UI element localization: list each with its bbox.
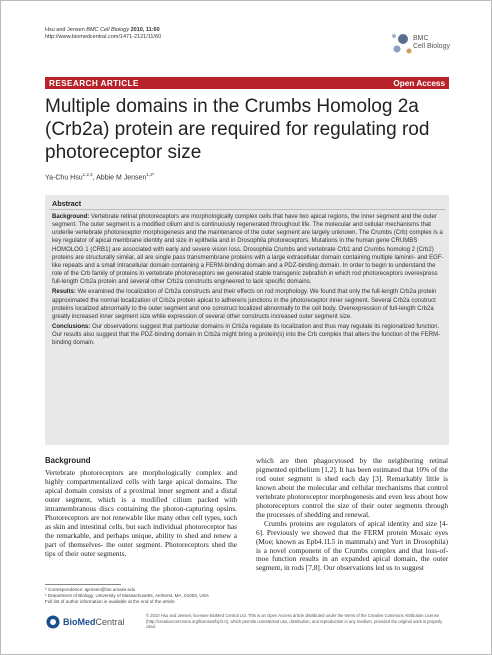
article-type-banner — [45, 77, 449, 89]
body-column-right — [256, 457, 448, 573]
abstract-background-text: Vertebrate retinal photoreceptors are morphologically complex cells that have two apical regions, the inner segment and the outer segment. The outer segment is a modified cilium and is continuously regenerated throughout life. The molecular and cellular mechanisms that underlie vertebrate photoreceptor morphogenesis and the maintenance of the outer segment are largely unknown. The Crumbs (Crb) complex is a key regulator of apical membrane identity and size in epithelia and in Drosophila photoreceptors. Mutations in the human gene CRUMBS HOMOLOG 1 (CRB1) are associated with early and severe vision loss. Drosophila Crumbs and vertebrate Crb1 and Crumbs homolog 2 (Crb2) proteins are structurally similar, all are single pass transmembrane proteins with a large extracellular domain containing multiple laminin- and EGF-like repeats and a small intracellular domain containing a FERM-binding domain and a PDZ-binding domain. In order to begin to understand the role of the Crb family of proteins in vertebrate photoreceptors we generated stable transgenic zebrafish in which rod photoreceptors overexpress full-length Crb2a protein and several other Crb2a constructs engineered to lack specific domains. — [52, 214, 444, 286]
abstract-background — [52, 213, 444, 286]
abstract-heading: Abstract — [52, 199, 82, 208]
author-list — [45, 172, 154, 181]
citation-authors: Hsu and Jensen — [45, 27, 87, 33]
body-column-left — [45, 457, 237, 558]
abstract-body — [52, 213, 444, 350]
author-name: Abbie M Jensen — [96, 174, 147, 182]
author-name: Ya-Chu Hsu — [45, 174, 83, 182]
license-text: © 2010 Hsu and Jensen; licensee BioMed Central Ltd. This is an Open Access article distributed under the terms of the Creative Commons Attribution License (http://creativecommons.org/licenses/by/2.0), which permits unrestricted use, distribution, and reproduction in any medium, provided the original work is properly cited. — [146, 613, 443, 630]
author-affiliation: 1,2* — [146, 172, 155, 177]
abstract-background-label: Background: — [52, 214, 90, 220]
abstract-results-text: We examined the localization of Crb2a constructs and their effects on rod morphology. We found that only the full-length Crb2a protein approximated the normal localization of Crb2a protein apical to adherens junctions in the photoreceptor inner segment. Several Crb2a construct proteins localized abnormally to the outer segment and one construct localized abnormally to the cell body. Overexpression of full-length Crb2a greatly increased inner segment size while expression of several other constructs increased outer segment size. — [52, 289, 437, 320]
open-access-label: Open Access — [393, 78, 445, 88]
body-paragraph: Vertebrate photoreceptors are morphologically complex and highly compartmentalized cells with large apical domains. The apical domain consists of a proximal inner segment and a distal outer segment, which is a modified cilium packed with intramembranous discs containing the photon-capturing opsins. Photoreceptors are not renewable like many other cell types, such as skin and intestinal cells, but each individual photoreceptor has the remarkable, and perhaps unique, ability to shed and renew a part of themselves- the outer segment. Photoreceptors shed the tips of their outer segments, — [45, 467, 237, 558]
affiliation-note: ¹ Department of Biology, University of Massachusetts, Amherst, MA, 01003, USA — [45, 593, 209, 598]
article-title: Multiple domains in the Crumbs Homolog 2a (Crb2a) protein are required for regulating rod photoreceptor size — [45, 96, 430, 163]
journal-logo-text — [413, 35, 450, 51]
abstract-conclusions-label: Conclusions: — [52, 324, 91, 331]
citation-header — [45, 27, 161, 41]
publisher-name — [63, 617, 125, 627]
body-paragraph: Crumbs proteins are regulators of apical identity and size [4-6]. Previously we showed that the FERM protein Mosaic eyes (Moe; known as Epb4.1L5 in mammals) and Yurt in Drosophila) is a novel component of the Crumbs complex and that loss-of-moe function results in an expanded apical domain, the outer segment, in rods [7,8]. Our observations led us to suggest — [256, 518, 448, 573]
abstract-divider — [49, 209, 445, 210]
section-heading-background: Background — [45, 456, 91, 465]
logo-line2: Cell Biology — [413, 43, 450, 50]
abstract-results-label: Results: — [52, 289, 76, 296]
abstract-conclusions-text: Our observations suggest that particular domains in Crb2a regulate its localization and thus may regulate its regionalized function. Our results also suggest that the PDZ-binding domain in Crb2a might bring a protein(s) into the Crb complex that alters the function of the FERM-binding domain. — [52, 324, 441, 347]
abstract-box — [45, 195, 449, 445]
correspondence-note: * Correspondence: ajensen@bio.umass.edu — [45, 587, 136, 592]
footnote-divider — [45, 584, 121, 585]
footnote — [45, 587, 245, 605]
publisher-name-part2: Central — [95, 617, 125, 627]
publisher-name-part1: BioMed — [63, 617, 96, 627]
article-url[interactable]: http://www.biomedcentral.com/1471-2121/11/60 — [45, 34, 162, 40]
abstract-results — [52, 288, 444, 321]
author-affiliation: 1,2,3 — [82, 172, 93, 177]
abstract-conclusions — [52, 323, 444, 347]
logo-line1: BMC — [413, 35, 429, 42]
body-paragraph: which are then phagocytosed by the neighboring retinal pigmented epithelium [1,2]. It has been estimated that 10% of the rod outer segment is shed each day [3]. Remarkably little is known about the molecular and cellular mechanisms that control vertebrate photoreceptor morphogenesis and even less about how photoreceptors control the size of their outer segments through the processes of shedding and renewal. — [256, 456, 448, 519]
citation-rest: 2010, 11:60 — [129, 27, 160, 33]
article-type-label: RESEARCH ARTICLE — [49, 78, 139, 88]
author-info-note: Full list of author information is available at the end of the article — [45, 599, 175, 604]
citation-journal: BMC Cell Biology — [86, 27, 130, 33]
author-separator: , — [92, 174, 97, 182]
